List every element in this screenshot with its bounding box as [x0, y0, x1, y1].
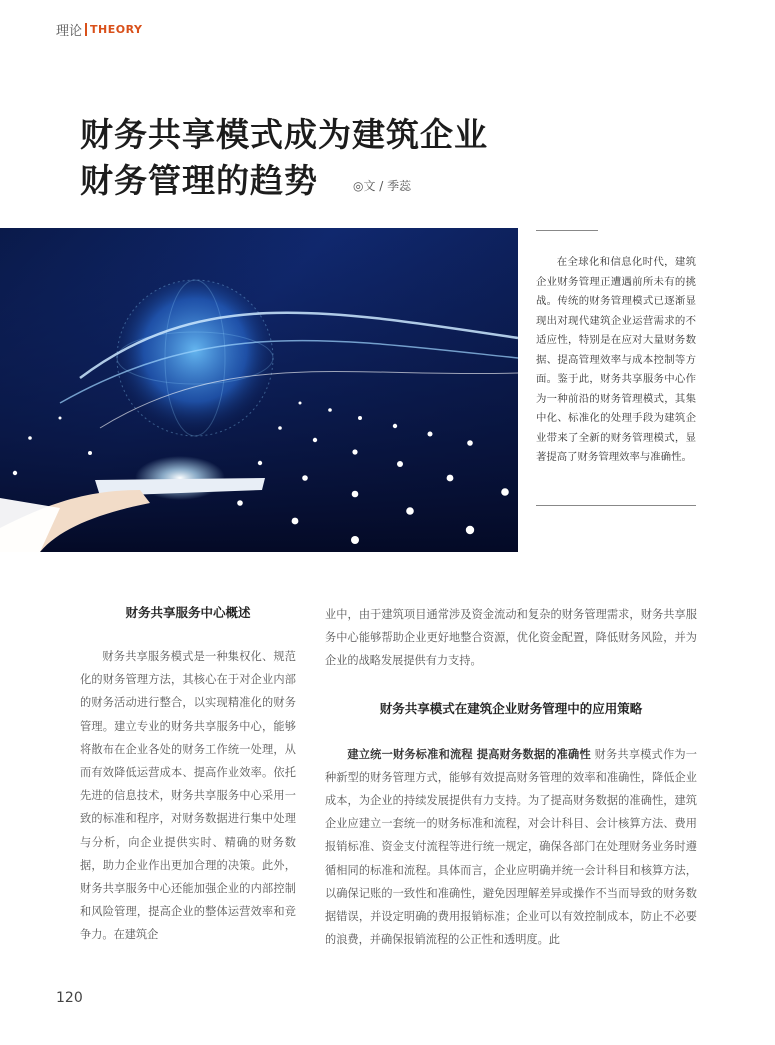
- section-header: [56, 20, 142, 39]
- title-line-2: 财务管理的趋势: [80, 161, 318, 200]
- abstract-rule-bottom: [536, 505, 696, 506]
- abstract: 在全球化和信息化时代，建筑企业财务管理正遭遇前所未有的挑战。传统的财务管理模式已逐渐显现出对现代建筑企业运营需求的不适应性，特别是在应对大量财务数据、提高管理效率与成本控制等方面。鉴于此，财务共享服务中心作为一种前沿的财务管理模式，其集中化、标准化的处理手段为建筑企业带来了全新的财务管理模式，显著提高了财务管理效率与准确性。: [536, 256, 696, 464]
- strategy-body: 财务共享模式作为一种新型的财务管理方式，能够有效提高财务管理的效率和准确性，降低企业成本，为企业的持续发展提供有力支持。为了提高财务数据的准确性，建筑企业应建立一套统一的财务标准和流程，对会计科目、会计核算方法、费用报销标准、资金支付流程等进行统一规定，确保各部门在处理财务业务时遵循相同的标准和流程。具体而言，企业应明确并统一会计科目和核算方法，以确保记账的一致性和准确性，避免因理解差异或操作不当而导致的财务数据错误，并设定明确的费用报销标准；企业可以有效控制成本，防止不必要的浪费，并确保报销流程的公正性和透明度。此: [325, 747, 697, 947]
- strategy-paragraph: [325, 743, 697, 952]
- globe-icon: [117, 280, 273, 436]
- left-column: [80, 603, 296, 947]
- abstract-rule-top: [536, 230, 598, 231]
- overview-paragraph: 财务共享服务模式是一种集权化、规范化的财务管理方法，其核心在于对企业内部的财务活动进行整合，以实现精准化的财务管理。建立专业的财务共享服务中心，能够将散布在企业各处的财务工作统一处理，从而有效降低运营成本、提高作业效率。依托先进的信息技术，财务共享服务中心采用一致的标准和程序，对财务数据进行集中处理与分析，向企业提供实时、精确的财务数据，助力企业作出更加合理的决策。此外，财务共享服务中心还能加强企业的内部控制和风险管理，提高企业的整体运营效率和竞争力。在建筑企: [80, 650, 296, 942]
- page-number: 120: [56, 990, 83, 1006]
- section-heading-overview: 财务共享服务中心概述: [125, 605, 251, 620]
- paragraph-lead: 建立统一财务标准和流程 提高财务数据的准确性: [347, 747, 591, 761]
- header-divider: [85, 23, 87, 36]
- title-line-1: 财务共享模式成为建筑企业: [80, 115, 488, 154]
- section-heading-strategy: 财务共享模式在建筑企业财务管理中的应用策略: [379, 700, 643, 716]
- article-title: [80, 112, 488, 204]
- hero-illustration: [0, 228, 518, 552]
- continued-paragraph: 业中，由于建筑项目通常涉及资金流动和复杂的财务管理需求，财务共享服务中心能够帮助企业更好地整合资源，优化资金配置，降低财务风险，并为企业的战略发展提供有力支持。: [325, 608, 697, 668]
- section-label-en: THEORY: [90, 23, 143, 36]
- hero-image: [0, 228, 518, 552]
- right-column: [325, 603, 697, 951]
- section-label-cn: 理论: [56, 24, 83, 39]
- byline: ◎文 / 季蕊: [353, 179, 412, 193]
